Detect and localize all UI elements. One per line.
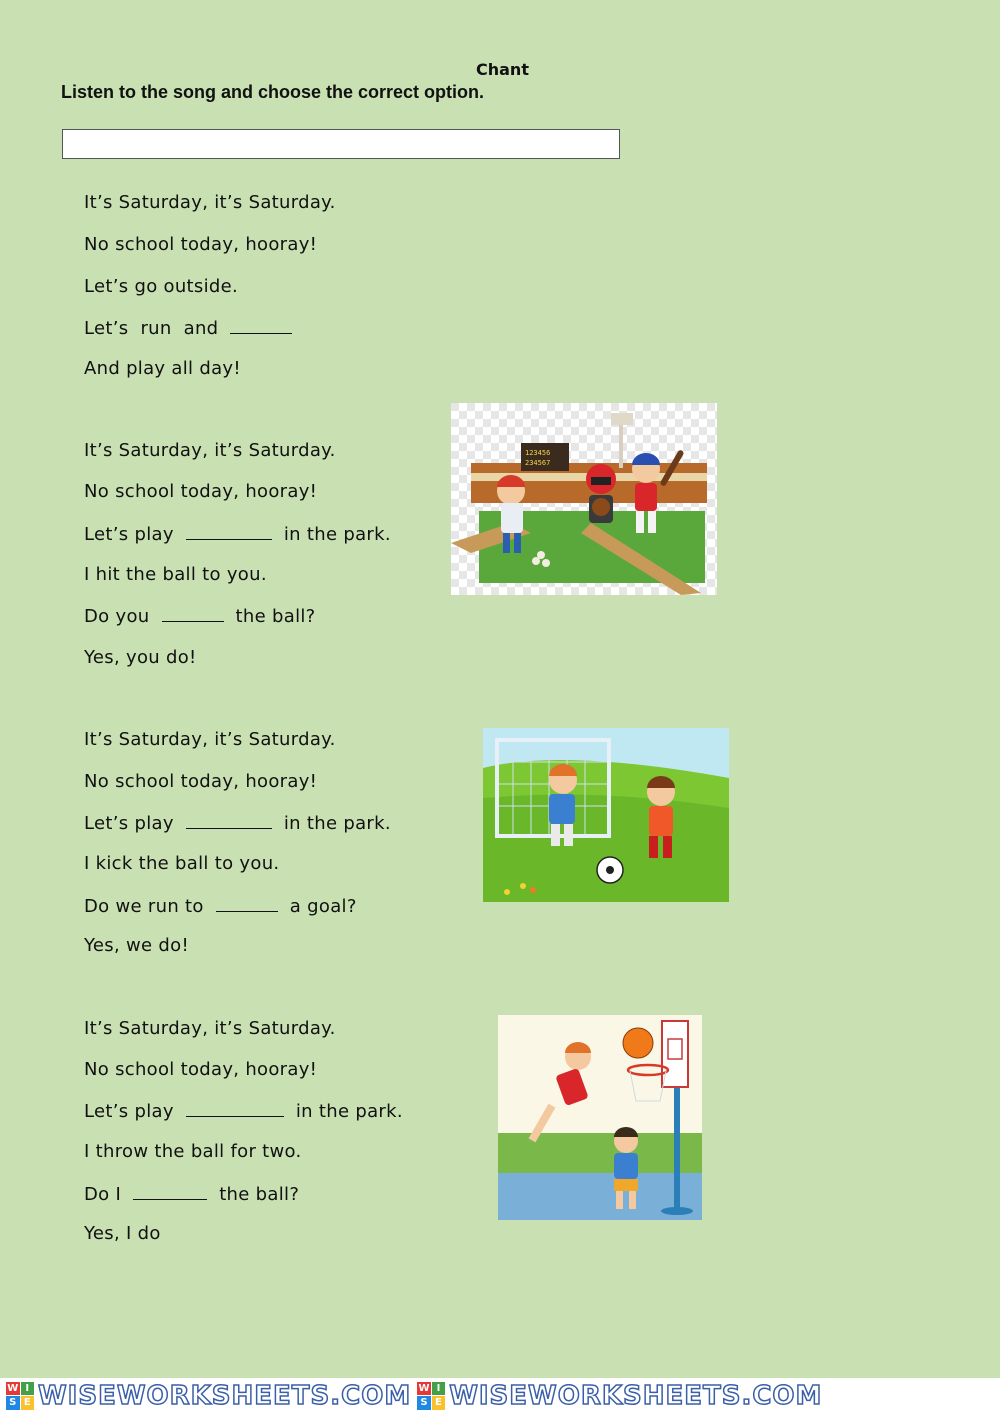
lyric-line: It’s Saturday, it’s Saturday.: [84, 729, 336, 750]
watermark-footer: [0, 1378, 1000, 1413]
page-title: Chant: [476, 60, 529, 79]
watermark: [6, 1381, 411, 1411]
lyric-line: No school today, hooray!: [84, 234, 318, 255]
lyric-text: Let’s play: [84, 1101, 186, 1122]
watermark-text: WISEWORKSHEETS.COM: [38, 1380, 412, 1411]
lyric-line: No school today, hooray!: [84, 481, 318, 502]
lyric-line: Yes, you do!: [84, 647, 197, 668]
logo-letter: I: [432, 1382, 446, 1396]
lyric-text: Let’s play: [84, 813, 186, 834]
instruction-text: Listen to the song and choose the correct option.: [61, 82, 485, 102]
lyric-text: in the park.: [271, 524, 391, 545]
lyric-line: I hit the ball to you.: [84, 564, 267, 585]
fill-in-blank[interactable]: [133, 1183, 207, 1200]
fill-in-blank[interactable]: [216, 895, 278, 912]
lyric-line: And play all day!: [84, 358, 241, 379]
lyric-text: Do you: [84, 606, 162, 627]
lyric-text: the ball?: [207, 1184, 300, 1205]
lyric-line-with-blank: [84, 812, 391, 834]
lyric-line: It’s Saturday, it’s Saturday.: [84, 192, 336, 213]
fill-in-blank[interactable]: [162, 605, 224, 622]
lyric-line: It’s Saturday, it’s Saturday.: [84, 440, 336, 461]
lyric-line: No school today, hooray!: [84, 1059, 318, 1080]
lyric-text: a goal?: [277, 896, 357, 917]
lyric-line-with-blank: [84, 605, 316, 627]
svg-text:123456: 123456: [525, 449, 551, 457]
basketball-illustration-icon: [498, 1015, 702, 1220]
lyric-line: I throw the ball for two.: [84, 1141, 302, 1162]
logo-letter: W: [418, 1382, 430, 1394]
lyric-line: Yes, I do: [84, 1223, 161, 1244]
logo-letter: S: [417, 1396, 431, 1410]
lyric-line: It’s Saturday, it’s Saturday.: [84, 1018, 336, 1039]
logo-letter: E: [21, 1396, 35, 1410]
watermark-text: WISEWORKSHEETS.COM: [449, 1380, 823, 1411]
lyric-line-with-blank: [84, 1100, 403, 1122]
fill-in-blank[interactable]: [230, 317, 292, 334]
lyric-text: Let’s run and: [84, 318, 231, 339]
logo-letter: I: [21, 1382, 35, 1396]
lyric-line: I kick the ball to you.: [84, 853, 280, 874]
lyric-text: Let’s play: [84, 524, 186, 545]
answer-input-box[interactable]: [62, 129, 620, 159]
lyric-text: Do we run to: [84, 896, 216, 917]
fill-in-blank[interactable]: [186, 523, 272, 540]
lyric-line: Let’s go outside.: [84, 276, 239, 297]
lyric-text: Do I: [84, 1184, 134, 1205]
lyric-line-with-blank: [84, 317, 292, 339]
lyric-text: in the park.: [283, 1101, 403, 1122]
lyric-line-with-blank: [84, 523, 391, 545]
logo-letter: W: [7, 1382, 19, 1394]
fill-in-blank[interactable]: [186, 1100, 284, 1117]
watermark: [417, 1381, 822, 1411]
wiseworksheets-logo-icon: [417, 1382, 445, 1410]
lyric-text: the ball?: [223, 606, 316, 627]
logo-letter: S: [6, 1396, 20, 1410]
lyric-line-with-blank: [84, 895, 357, 917]
lyric-line-with-blank: [84, 1183, 299, 1205]
soccer-illustration-icon: [483, 728, 729, 902]
svg-text:234567: 234567: [525, 459, 551, 467]
lyric-line: No school today, hooray!: [84, 771, 318, 792]
fill-in-blank[interactable]: [186, 812, 272, 829]
lyric-line: Yes, we do!: [84, 935, 189, 956]
lyric-text: in the park.: [271, 813, 391, 834]
logo-letter: E: [432, 1396, 446, 1410]
wiseworksheets-logo-icon: [6, 1382, 34, 1410]
baseball-illustration-icon: [451, 403, 717, 595]
